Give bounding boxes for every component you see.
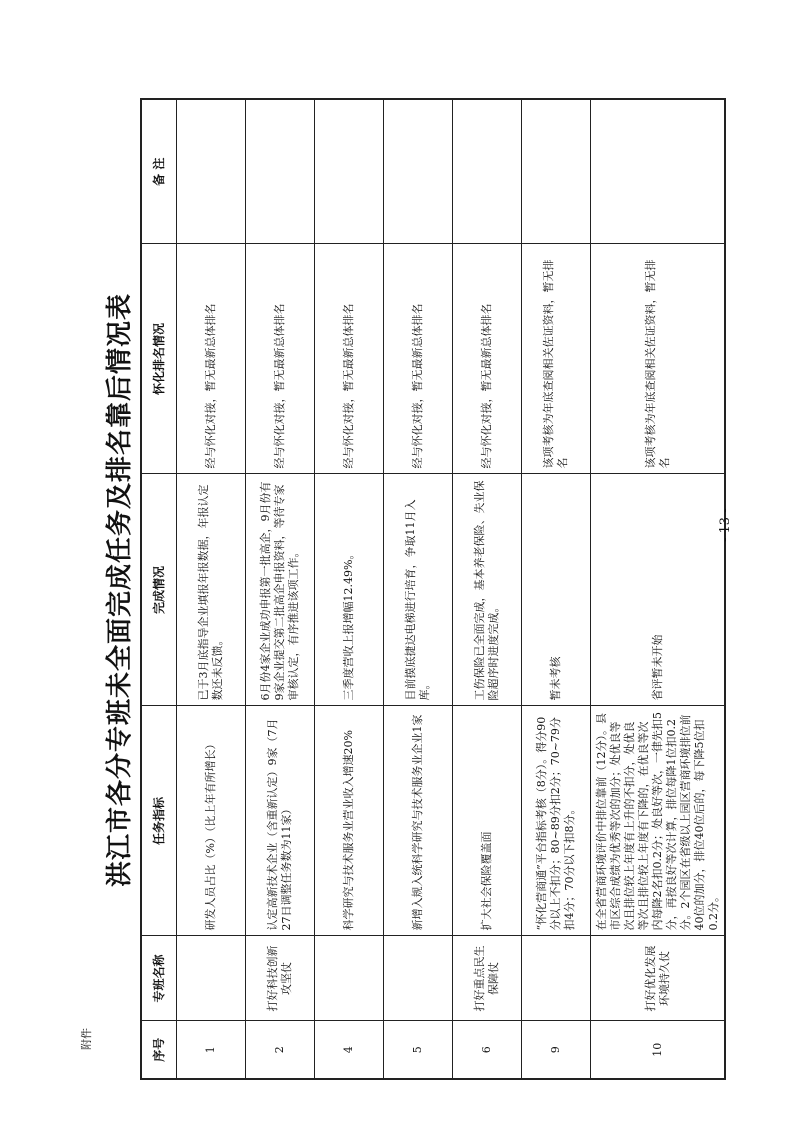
table-header-row <box>141 99 177 1079</box>
table-row <box>315 99 384 1079</box>
row-completion: 已于3月底指导企业填报年报数据，年报认定数还未反馈。 <box>177 474 246 706</box>
row-indicator: 新增入规入统科学研究与技术服务业企业1家 <box>384 706 453 936</box>
row-project <box>522 936 591 1021</box>
row-indicator: 在全省营商环境评价中排位靠前（12分）。县市区综合成绩为优秀等次的加分；处优良等次且排位较上年度有上升的不扣分，处优良等次且排位较上年度有下降的，在优良等次内每降2名扣0.2分；处良好等次，一律先扣5分，再按良好等次计算，排位每降1位扣0.2分。2个园区在省级以上园区营商环境排位前40位的加分，排位40位后的，每下降5位扣0.2分。 <box>591 706 726 936</box>
row-completion: 目前摸底捷达电梯进行培育，争取11月入库。 <box>384 474 453 706</box>
row-remark <box>177 99 246 244</box>
row-remark <box>246 99 315 244</box>
row-completion: 省评暂未开始 <box>591 474 726 706</box>
table-row <box>522 99 591 1079</box>
row-indicator: “怀化营商通”平台指标考核（8分）。得分90分以上不扣分；80~89分扣2分；70~79分扣4分；70分以下扣8分。 <box>522 706 591 936</box>
row-indicator: 研发人员占比（%）（比上年有所增长） <box>177 706 246 936</box>
row-project: 打好重点民生保障仗 <box>453 936 522 1021</box>
row-project: 打好优化发展环境持久仗 <box>591 936 726 1021</box>
row-no: 5 <box>384 1021 453 1079</box>
row-indicator: 扩大社会保险覆盖面 <box>453 706 522 936</box>
row-ranking: 该项考核为年底查阅相关佐证资料，暂无排名 <box>522 244 591 474</box>
row-project <box>384 936 453 1021</box>
status-table <box>140 98 726 1080</box>
row-ranking: 经与怀化对接，暂无最新总体排名 <box>177 244 246 474</box>
row-project <box>177 936 246 1021</box>
row-no: 10 <box>591 1021 726 1079</box>
row-remark <box>591 99 726 244</box>
row-no: 2 <box>246 1021 315 1079</box>
row-indicator: 认定高新技术企业（含重新认定）9家（7月27日调整任务数为11家） <box>246 706 315 936</box>
attachment-label: 附件 <box>80 1028 93 1050</box>
page-number: - 13 - <box>718 508 733 542</box>
row-no: 6 <box>453 1021 522 1079</box>
rotated-page <box>100 100 720 1080</box>
header-remark: 备 注 <box>141 99 177 244</box>
row-ranking: 经与怀化对接，暂无最新总体排名 <box>246 244 315 474</box>
row-completion: 工伤保险已全面完成，基本养老保险、失业保险超序时进度完成。 <box>453 474 522 706</box>
row-ranking: 经与怀化对接，暂无最新总体排名 <box>315 244 384 474</box>
header-no: 序号 <box>141 1021 177 1079</box>
table-row <box>591 99 726 1079</box>
row-ranking: 经与怀化对接，暂无最新总体排名 <box>453 244 522 474</box>
row-ranking: 经与怀化对接，暂无最新总体排名 <box>384 244 453 474</box>
header-indicator: 任务指标 <box>141 706 177 936</box>
row-remark <box>522 99 591 244</box>
header-ranking: 怀化排名情况 <box>141 244 177 474</box>
row-completion: 6月份4家企业成功申报第一批高企，9月份有9家企业提交第二批高企申报资料，等待专家审核认定，有序推进该项工作。 <box>246 474 315 706</box>
row-completion: 三季度营收上报增幅12.49%。 <box>315 474 384 706</box>
row-indicator: 科学研究与技术服务业营业收入增速20% <box>315 706 384 936</box>
table-row <box>177 99 246 1079</box>
row-project <box>315 936 384 1021</box>
header-completion: 完成情况 <box>141 474 177 706</box>
row-completion: 暂未考核 <box>522 474 591 706</box>
page-title: 洪江市各分专班未全面完成任务及排名靠后情况表 <box>105 293 135 888</box>
row-remark <box>384 99 453 244</box>
row-no: 9 <box>522 1021 591 1079</box>
row-ranking: 该项考核为年底查阅相关佐证资料，暂无排名 <box>591 244 726 474</box>
header-project: 专班名称 <box>141 936 177 1021</box>
row-remark <box>315 99 384 244</box>
table-row <box>246 99 315 1079</box>
row-project: 打好科技创新攻坚仗 <box>246 936 315 1021</box>
row-no: 1 <box>177 1021 246 1079</box>
row-remark <box>453 99 522 244</box>
table-row <box>384 99 453 1079</box>
table-row <box>453 99 522 1079</box>
row-no: 4 <box>315 1021 384 1079</box>
